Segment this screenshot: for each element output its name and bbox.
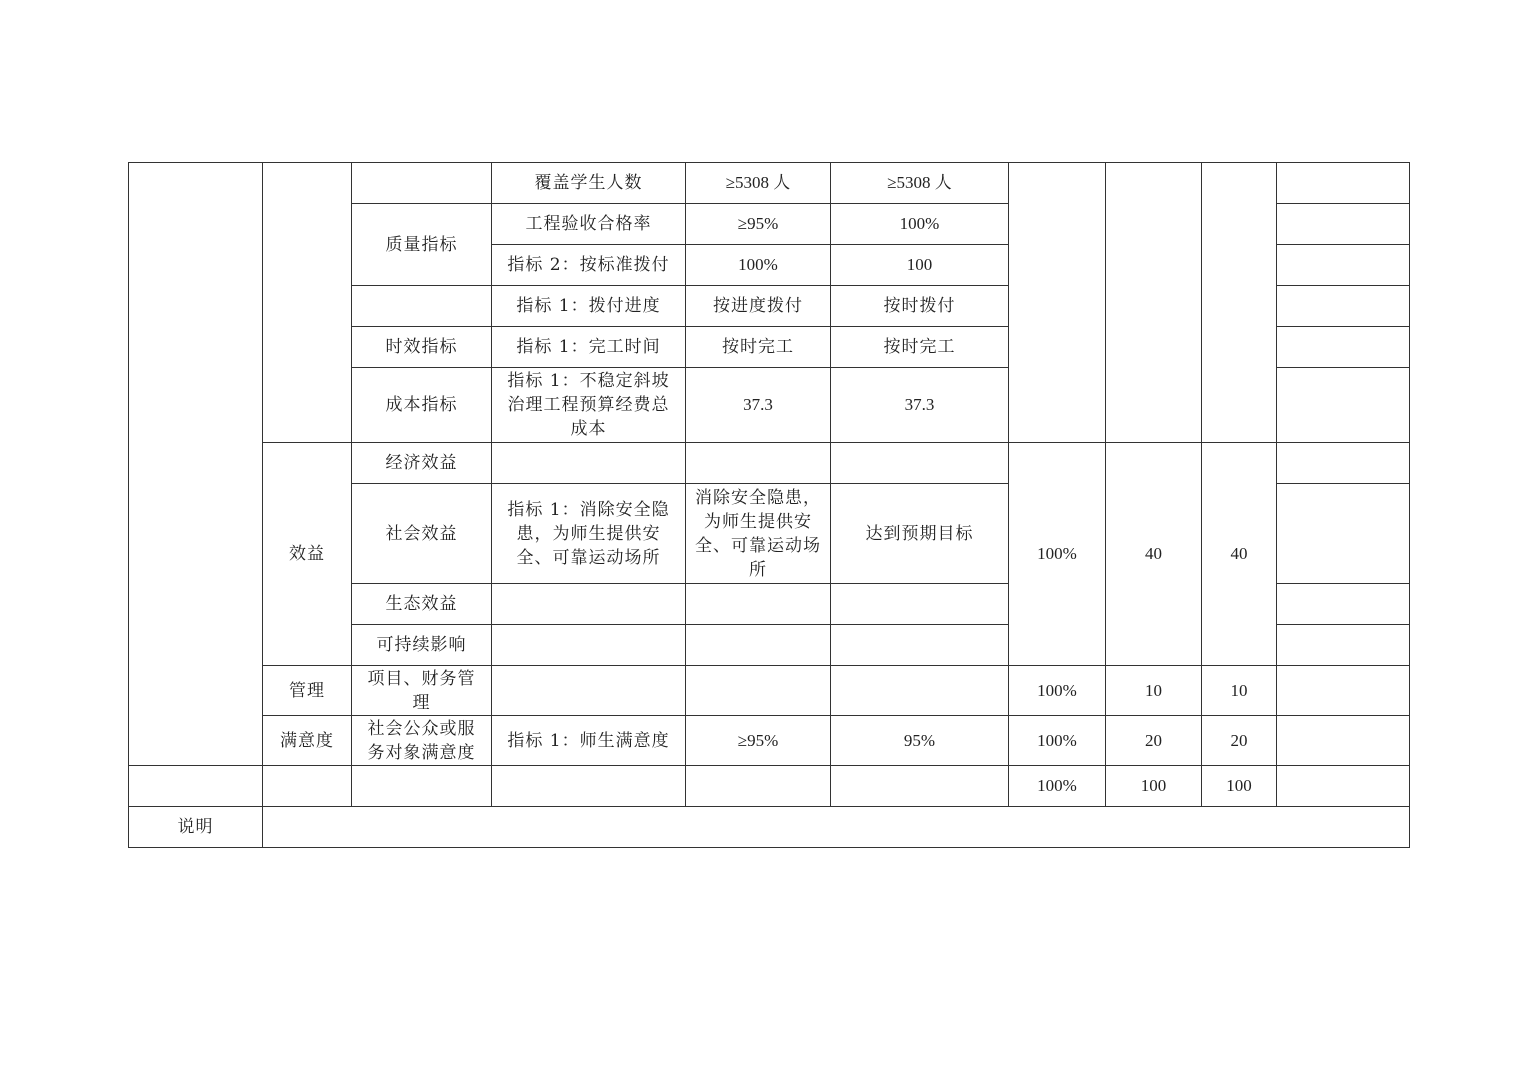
target-cell: ≥95% xyxy=(686,204,831,245)
category-cell: 社会公众或服务对象满意度 xyxy=(352,716,492,766)
table-row xyxy=(129,443,1410,484)
table-row xyxy=(129,716,1410,766)
cell-empty xyxy=(686,584,831,625)
cell-empty xyxy=(1277,163,1410,204)
cell-empty xyxy=(1277,286,1410,327)
cell-empty xyxy=(1277,484,1410,584)
cell-empty xyxy=(1202,163,1277,443)
cell-empty xyxy=(263,766,352,807)
cell-empty xyxy=(352,766,492,807)
table-row xyxy=(129,666,1410,716)
target-cell: 37.3 xyxy=(686,368,831,443)
weight-cell: 100% xyxy=(1009,443,1106,666)
cell-empty xyxy=(686,625,831,666)
target-cell: 消除安全隐患，为师生提供安全、可靠运动场所 xyxy=(686,484,831,584)
weight-cell: 100% xyxy=(1009,666,1106,716)
total-weight-cell: 100% xyxy=(1009,766,1106,807)
indicator-cell: 指标 1：不稳定斜坡治理工程预算经费总成本 xyxy=(492,368,686,443)
table-row xyxy=(129,807,1410,848)
cell-empty xyxy=(1277,666,1410,716)
category-cell: 质量指标 xyxy=(352,204,492,286)
note-label: 说明 xyxy=(129,807,263,848)
group-cell: 管理 xyxy=(263,666,352,716)
total-score-cell: 100 xyxy=(1106,766,1202,807)
cell-empty xyxy=(1277,204,1410,245)
cell-empty xyxy=(492,666,686,716)
actual-cell: 37.3 xyxy=(831,368,1009,443)
cell-empty xyxy=(492,584,686,625)
target-cell: ≥95% xyxy=(686,716,831,766)
group-cell: 效益 xyxy=(263,443,352,666)
cell-empty xyxy=(1277,766,1410,807)
total-score-cell: 100 xyxy=(1202,766,1277,807)
cell-empty xyxy=(1277,625,1410,666)
actual-cell: 100 xyxy=(831,245,1009,286)
weight-cell: 100% xyxy=(1009,716,1106,766)
actual-cell: ≥5308 人 xyxy=(831,163,1009,204)
score-cell: 20 xyxy=(1106,716,1202,766)
cell-empty xyxy=(686,443,831,484)
actual-cell: 按时拨付 xyxy=(831,286,1009,327)
cell-empty xyxy=(831,584,1009,625)
cell-empty xyxy=(352,163,492,204)
target-cell: 100% xyxy=(686,245,831,286)
category-cell: 时效指标 xyxy=(352,327,492,368)
cell-empty xyxy=(1277,443,1410,484)
category-cell: 可持续影响 xyxy=(352,625,492,666)
actual-cell: 100% xyxy=(831,204,1009,245)
indicator-cell: 指标 1：师生满意度 xyxy=(492,716,686,766)
cell-empty xyxy=(831,443,1009,484)
note-content xyxy=(263,807,1410,848)
cell-empty xyxy=(1277,368,1410,443)
target-cell: 按进度拨付 xyxy=(686,286,831,327)
score-cell: 40 xyxy=(1106,443,1202,666)
cell-empty xyxy=(1277,584,1410,625)
cell-empty xyxy=(1106,163,1202,443)
category-cell: 生态效益 xyxy=(352,584,492,625)
group-cell: 满意度 xyxy=(263,716,352,766)
table-row xyxy=(129,766,1410,807)
cell-empty xyxy=(686,666,831,716)
cell-empty xyxy=(831,625,1009,666)
cell-empty xyxy=(492,443,686,484)
cell-empty xyxy=(1277,327,1410,368)
category-cell: 社会效益 xyxy=(352,484,492,584)
cell-empty xyxy=(263,163,352,443)
indicator-cell: 指标 2：按标准拨付 xyxy=(492,245,686,286)
indicator-cell: 覆盖学生人数 xyxy=(492,163,686,204)
cell-empty xyxy=(831,666,1009,716)
score-cell: 10 xyxy=(1106,666,1202,716)
cell-empty xyxy=(831,766,1009,807)
category-cell: 成本指标 xyxy=(352,368,492,443)
score-cell: 40 xyxy=(1202,443,1277,666)
actual-cell: 95% xyxy=(831,716,1009,766)
score-cell: 10 xyxy=(1202,666,1277,716)
actual-cell: 达到预期目标 xyxy=(831,484,1009,584)
target-cell: 按时完工 xyxy=(686,327,831,368)
performance-indicator-table xyxy=(128,162,1410,848)
indicator-cell: 指标 1：完工时间 xyxy=(492,327,686,368)
table-row xyxy=(129,163,1410,204)
score-cell: 20 xyxy=(1202,716,1277,766)
cell-empty xyxy=(129,766,263,807)
target-cell: ≥5308 人 xyxy=(686,163,831,204)
indicator-cell: 工程验收合格率 xyxy=(492,204,686,245)
cell-empty xyxy=(492,766,686,807)
indicator-cell: 指标 1：拨付进度 xyxy=(492,286,686,327)
indicator-cell: 指标 1：消除安全隐患，为师生提供安全、可靠运动场所 xyxy=(492,484,686,584)
category-cell: 经济效益 xyxy=(352,443,492,484)
cell-empty xyxy=(1009,163,1106,443)
cell-empty xyxy=(492,625,686,666)
actual-cell: 按时完工 xyxy=(831,327,1009,368)
cell-empty xyxy=(129,163,263,766)
cell-empty xyxy=(686,766,831,807)
cell-empty xyxy=(1277,245,1410,286)
cell-empty xyxy=(1277,716,1410,766)
cell-empty xyxy=(352,286,492,327)
category-cell: 项目、财务管理 xyxy=(352,666,492,716)
